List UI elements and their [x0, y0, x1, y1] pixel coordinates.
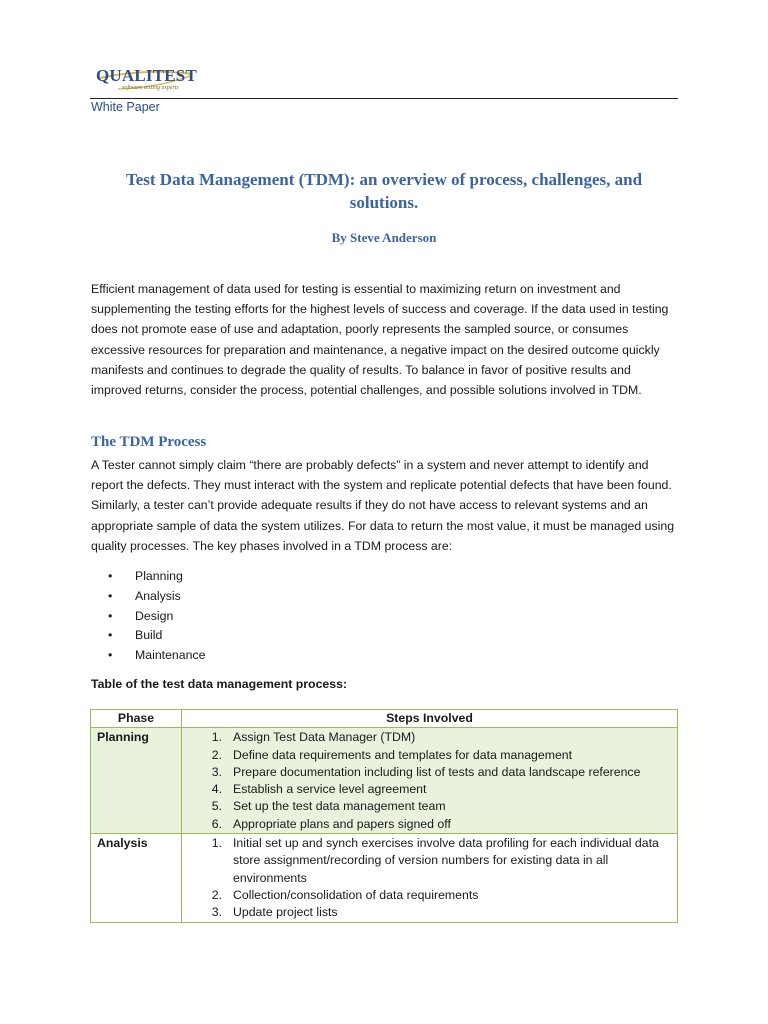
bullet-icon: • — [108, 588, 113, 603]
column-header-steps: Steps Involved — [182, 710, 678, 728]
header-divider — [90, 98, 678, 99]
table-caption: Table of the test data management process: — [91, 677, 348, 691]
tdm-process-table — [90, 709, 678, 923]
bullet-text: Maintenance — [135, 648, 206, 663]
step-text: Update project lists — [233, 905, 338, 920]
qualitest-logo — [96, 66, 196, 94]
step-text: Assign Test Data Manager (TDM) — [233, 730, 416, 745]
document-type-label: White Paper — [91, 100, 160, 114]
step-item: 4. Establish a service level agreement — [211, 782, 427, 797]
table-header-row — [91, 710, 678, 728]
bullet-icon: • — [108, 608, 113, 623]
column-header-phase: Phase — [91, 710, 182, 728]
author-byline: By Steve Anderson — [331, 230, 437, 245]
bullet-item — [108, 587, 205, 607]
step-text: Set up the test data management team — [233, 799, 446, 814]
step-item: 5. Set up the test data management team — [211, 799, 446, 814]
table-row — [91, 834, 678, 922]
logo-tagline: software testing experts — [122, 85, 179, 91]
step-text: Appropriate plans and papers signed off — [233, 816, 451, 831]
phase-cell: Analysis — [91, 834, 182, 922]
bullet-icon: • — [108, 569, 113, 583]
phase-cell: Planning — [91, 728, 182, 834]
step-item: 6. Appropriate plans and papers signed off — [211, 816, 451, 831]
steps-cell — [182, 728, 678, 834]
bullet-item — [108, 626, 205, 646]
bullet-item — [108, 607, 205, 627]
step-text: Define data requirements and templates for data management — [233, 747, 573, 762]
phase-bullet-list — [108, 567, 205, 666]
step-text: Collection/consolidation of data requirements — [233, 887, 479, 902]
steps-list — [182, 729, 673, 833]
step-item: 3. Prepare documentation including list of tests and data landscape reference — [211, 764, 641, 779]
steps-list — [182, 835, 673, 921]
section-paragraph: A Tester cannot simply claim “there are probably defects” in a system and never attempt to identify and report the defects. They must interact with the system and replicate potential defects that have been found. Similarly, a tester can’t provide adequate results if they do not have access to relevant systems and an appropriate sample of data the system utilizes. For data to return the most value, it must be managed using quality processes. The key phases involved in a TDM process are: — [91, 458, 675, 553]
bullet-text: Build — [135, 628, 163, 643]
step-text: Prepare documentation including list of tests and data landscape reference — [233, 764, 641, 779]
bullet-text: Design — [135, 608, 174, 623]
document-title: Test Data Management (TDM): an overview of process, challenges, and solutions. — [125, 170, 643, 212]
step-text: Establish a service level agreement — [233, 782, 427, 797]
intro-paragraph: Efficient management of data used for testing is essential to maximizing return on investment and supplementing the testing efforts for the highest levels of success and coverage. If the data used in testing does not promote ease of use and adaptation, poorly represents the sampled source, or consumes excessive resources for preparation and maintenance, a negative impact on the desired outcome quickly manifests and continues to degrade the quality of results. To balance in favor of positive results and improved returns, consider the process, potential challenges, and possible solutions involved in TDM. — [91, 282, 669, 398]
step-item: 1. Initial set up and synch exercises involve data profiling for each individual data store assignment/recording of version numbers for existing data in all environments — [211, 836, 659, 885]
step-item: 3. Update project lists — [211, 905, 338, 920]
section-heading: The TDM Process — [91, 434, 207, 450]
bullet-icon: • — [108, 628, 113, 643]
step-item: 2. Collection/consolidation of data requirements — [211, 887, 479, 902]
bullet-icon: • — [108, 648, 113, 663]
table-row — [91, 728, 678, 834]
bullet-text: Planning — [135, 569, 183, 583]
logo-wordmark: QUALITEST — [96, 66, 198, 85]
step-item: 2. Define data requirements and templates for data management — [211, 747, 573, 762]
step-text: Initial set up and synch exercises involve data profiling for each individual data store assignment/recording of version numbers for existing data in all environments — [233, 836, 659, 885]
bullet-text: Analysis — [135, 588, 181, 603]
bullet-item — [108, 646, 205, 666]
steps-cell — [182, 834, 678, 922]
bullet-item — [108, 567, 205, 587]
step-item: 1. Assign Test Data Manager (TDM) — [211, 730, 416, 745]
